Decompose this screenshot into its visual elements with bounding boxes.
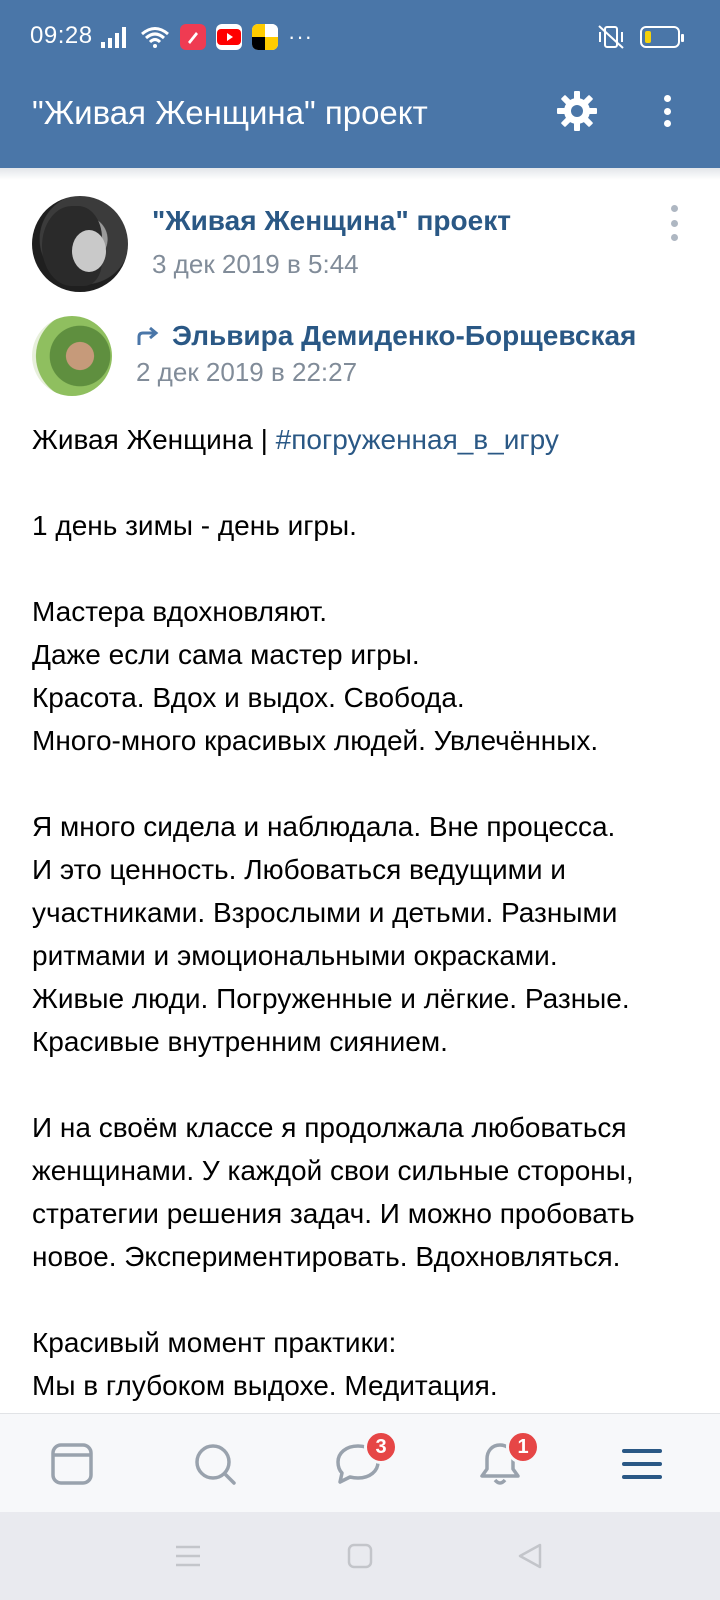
post-line: участниками. Взрослыми и детьми. Разными (32, 897, 618, 928)
signal-icon (100, 26, 130, 48)
paragraph-gap (32, 547, 692, 590)
hashtag-link[interactable]: #погруженная_в_игру (275, 424, 559, 455)
paragraph-gap (32, 1278, 692, 1321)
paragraph-gap (32, 461, 692, 504)
paragraph-gap (32, 1063, 692, 1106)
post-date[interactable]: 3 дек 2019 в 5:44 (152, 249, 359, 279)
post-line: Даже если сама мастер игры. (32, 639, 420, 670)
post-line: И на своём классе я продолжала любоваться (32, 1112, 627, 1143)
app-bar (0, 72, 720, 168)
messages-badge: 3 (364, 1430, 398, 1464)
post-line: Красота. Вдох и выдох. Свобода. (32, 682, 465, 713)
back-icon[interactable] (512, 1538, 548, 1574)
wifi-icon (140, 25, 170, 49)
more-vertical-icon[interactable] (652, 89, 682, 133)
tab-menu[interactable] (614, 1436, 670, 1492)
repost-icon (136, 325, 160, 347)
page-title: "Живая Женщина" проект (32, 94, 428, 131)
search-icon (193, 1442, 237, 1486)
post-line: Я много сидела и наблюдала. Вне процесса. (32, 811, 616, 842)
post-line: стратегии решения задач. И можно пробовать (32, 1198, 635, 1229)
post-line: ритмами и эмоциональными окрасками. (32, 940, 558, 971)
more-notifications-indicator: ··· (288, 24, 313, 49)
top-bar (0, 0, 720, 168)
status-time: 09:28 (30, 22, 93, 49)
post-line: новое. Экспериментировать. Вдохновляться. (32, 1241, 621, 1272)
tab-notifications[interactable] (472, 1436, 528, 1492)
post-line: И это ценность. Любоваться ведущими и (32, 854, 566, 885)
menu-icon (622, 1447, 662, 1481)
tab-search[interactable] (187, 1436, 243, 1492)
post-line: Красивые внутренним сиянием. (32, 1026, 448, 1057)
gear-icon[interactable] (555, 89, 599, 133)
system-navigation (0, 1512, 720, 1600)
repost-date[interactable]: 2 дек 2019 в 22:27 (136, 357, 358, 387)
tab-messages[interactable] (330, 1436, 386, 1492)
card-divider (0, 168, 720, 180)
notifications-badge: 1 (506, 1430, 540, 1464)
post-line: 1 день зимы - день игры. (32, 510, 357, 541)
repost-author[interactable]: Эльвира Демиденко-Борщевская (172, 320, 637, 351)
post-line: женщинами. У каждой свои сильные стороны, (32, 1155, 634, 1186)
vibrate-off-icon (596, 24, 626, 50)
post-line: Много-много красивых людей. Увлечённых. (32, 725, 599, 756)
paragraph-gap (32, 762, 692, 805)
status-bar (0, 0, 720, 72)
post-line: Красивый момент практики: (32, 1327, 397, 1358)
post-first-line (32, 418, 692, 461)
yandex-icon (252, 24, 278, 50)
post-line: Живые люди. Погруженные и лёгкие. Разные. (32, 983, 630, 1014)
app-notification-icon (180, 24, 206, 50)
post-text-prefix: Живая Женщина | (32, 424, 276, 455)
avatar[interactable] (32, 196, 128, 292)
post-author[interactable]: "Живая Женщина" проект (152, 205, 511, 236)
repost-header[interactable] (136, 320, 636, 352)
repost-avatar[interactable] (32, 316, 112, 396)
post-text (32, 418, 692, 1407)
battery-icon (640, 26, 680, 48)
youtube-icon (216, 24, 242, 50)
post-lines (32, 461, 692, 1407)
post-line: Мы в глубоком выдохе. Медитация. (32, 1370, 498, 1401)
tab-news[interactable] (44, 1436, 100, 1492)
post-menu-icon[interactable] (668, 205, 680, 241)
post-line: Мастера вдохновляют. (32, 596, 328, 627)
home-icon[interactable] (342, 1538, 378, 1574)
status-left-icons (100, 22, 313, 52)
recents-icon[interactable] (170, 1538, 206, 1574)
status-right-icons (596, 22, 680, 52)
bottom-navigation (0, 1413, 720, 1512)
news-feed-icon (50, 1442, 94, 1486)
